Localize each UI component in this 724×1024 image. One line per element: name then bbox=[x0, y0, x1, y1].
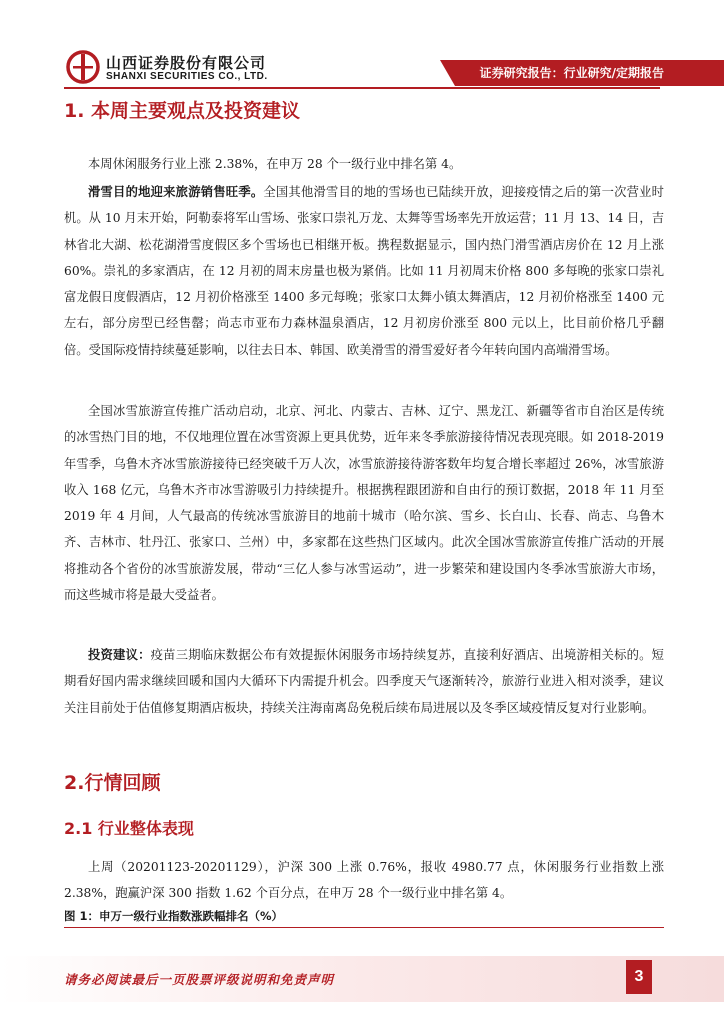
paragraph-ski-body: 全国其他滑雪目的地的雪场也已陆续开放，迎接疫情之后的第一次营业时机。从 10 月末开始，阿勒泰将军山雪场、张家口崇礼万龙、太舞等雪场率先开放运营；11 月 13、14 日，吉林省北大湖、松花湖滑雪度假区多个雪场也已相继开板。携程数据显示，国内热门滑雪酒店房价在 12 月上涨 60%。崇礼的多家酒店，在 12 月初的周末房量也极为紧俏。比如 11 月初周末价格 800 多每晚的张家口崇礼富龙假日度假酒店，12 月初价格涨至 1400 多元每晚；张家口太舞小镇太舞酒店，12 月初价格涨至 1400 元左右，部分房型已经售罄；尚志市亚布力森林温泉酒店，12 月初房价涨至 800 元以上，比目前价格几乎翻倍。受国际疫情持续蔓延影响，以往去日本、韩国、欧美滑雪的滑雪爱好者今年转向国内高端滑雪场。 bbox=[64, 185, 664, 357]
section-1-title: 1. 本周主要观点及投资建议 bbox=[64, 100, 301, 122]
shanxi-securities-logo-icon bbox=[66, 50, 100, 84]
paragraph-weekly-summary: 本周休闲服务行业上涨 2.38%，在申万 28 个一级行业中排名第 4。 bbox=[88, 157, 462, 171]
paragraph-ski-lead: 滑雪目的地迎来旅游销售旺季。 bbox=[88, 184, 264, 199]
paragraph-investment-advice bbox=[64, 642, 664, 721]
report-type-label: 证券研究报告：行业研究/定期报告 bbox=[479, 66, 664, 80]
page-header bbox=[0, 0, 724, 96]
figure-caption: 图 1：申万一级行业指数涨跌幅排名（%） bbox=[64, 908, 664, 928]
company-name-cn: 山西证券股份有限公司 bbox=[106, 54, 267, 72]
page-footer bbox=[0, 956, 724, 1002]
company-name-en: SHANXI SECURITIES CO., LTD. bbox=[106, 71, 268, 82]
section-2-title: 2.行情回顾 bbox=[64, 772, 161, 794]
investment-advice-lead: 投资建议： bbox=[88, 647, 151, 662]
paragraph-ski-destinations bbox=[64, 179, 664, 363]
section-2-1-title: 2.1 行业整体表现 bbox=[64, 819, 194, 838]
disclaimer-text: 请务必阅读最后一页股票评级说明和免责声明 bbox=[64, 972, 335, 987]
paragraph-market-review: 上周（20201123-20201129），沪深 300 上涨 0.76%，报收 4980.77 点，休闲服务行业指数上涨 2.38%，跑赢沪深 300 指数 1.62 个百分点，在申万 28 个一级行业中排名第 4。 bbox=[64, 860, 664, 901]
investment-advice-body: 疫苗三期临床数据公布有效提振休闲服务市场持续复苏，直接利好酒店、出境游相关标的。短期看好国内需求继续回暖和国内大循环下内需提升机会。四季度天气逐渐转冷，旅游行业进入相对淡季，建议关注目前处于估值修复期酒店板块，持续关注海南离岛免税后续布局进展以及冬季区域疫情反复对行业影响。 bbox=[64, 648, 664, 715]
page-number: 3 bbox=[626, 960, 652, 994]
paragraph-ice-snow-tourism: 全国冰雪旅游宣传推广活动启动，北京、河北、内蒙古、吉林、辽宁、黑龙江、新疆等省市自治区是传统的冰雪热门目的地，不仅地理位置在冰雪资源上更具优势，近年来冬季旅游接待情况表现亮眼。如 2018-2019 年雪季，乌鲁木齐冰雪旅游接待已经突破千万人次，冰雪旅游接待游客数年均复合增长率超过 26%，冰雪旅游收入 168 亿元，乌鲁木齐市冰雪游吸引力持续提升。根据携程跟团游和自由行的预订数据，2018 年 11 月至 2019 年 4 月间，人气最高的传统冰雪旅游目的地前十城市（哈尔滨、雪乡、长白山、长春、尚志、乌鲁木齐、吉林市、牡丹江、张家口、兰州）中，多家都在这些热门区域内。此次全国冰雪旅游宣传推广活动的开展将推动各个省份的冰雪旅游发展，带动“三亿人参与冰雪运动”，进一步繁荣和建设国内冬季冰雪旅游大市场，而这些城市将是最大受益者。 bbox=[64, 404, 664, 603]
